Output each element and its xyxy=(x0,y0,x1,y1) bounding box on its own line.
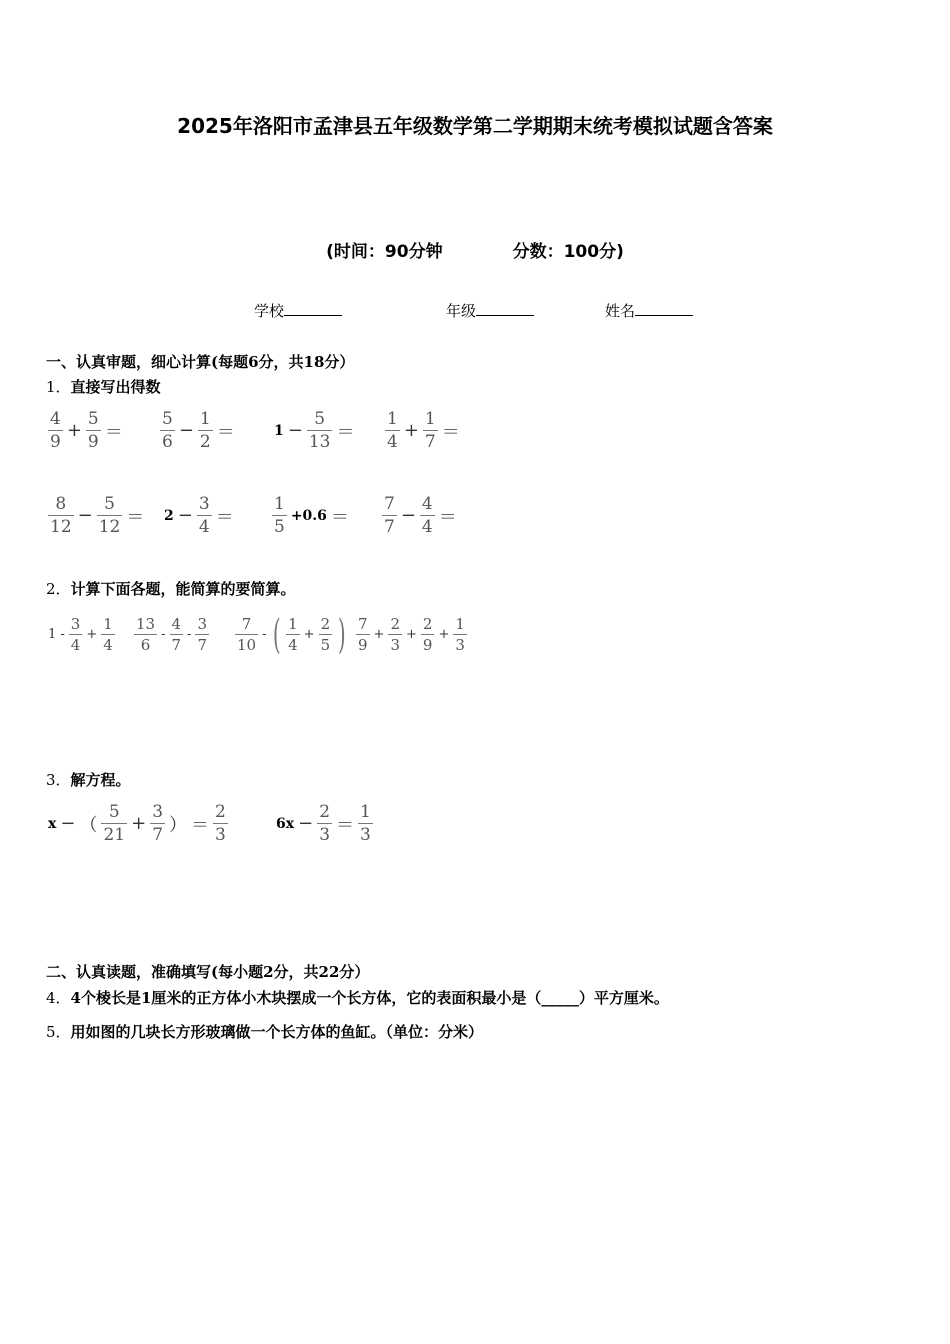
grade-field[interactable] xyxy=(446,300,534,321)
fraction: $\frac{4}{4}$ xyxy=(421,494,433,537)
expression-5: $\frac{8}{12}$ − $\frac{5}{12}$ ＝ xyxy=(50,494,145,537)
calc-expression-3: $\frac{7}{10}$ - ( $\frac{1}{4}$ + $\frac{2}{5}$ ) xyxy=(237,611,346,658)
expression-4: $\frac{1}{4}$ + $\frac{1}{7}$ ＝ xyxy=(387,409,460,452)
question-text: 4个棱长是1厘米的正方体小木块摆成一个长方体，它的表面积最小是（_____）平方厘米。 xyxy=(70,989,669,1007)
equation-1: x − （ $\frac{5}{21}$ + $\frac{3}{7}$ ） ＝ $\frac{2}{3}$ xyxy=(48,802,226,845)
question-number: 2． xyxy=(46,580,71,598)
fraction: $\frac{5}{21}$ xyxy=(103,802,126,845)
expression-7: $\frac{1}{5}$ +0.6 ＝ xyxy=(274,494,349,537)
question-number: 3． xyxy=(46,771,71,789)
fraction: $\frac{5}{12}$ xyxy=(98,494,121,537)
fraction: $\frac{7}{7}$ xyxy=(384,494,395,537)
question-text: 直接写出得数 xyxy=(70,378,161,396)
section2-heading: 二、认真读题，准确填写(每小题2分，共22分） xyxy=(46,963,370,981)
fraction: $\frac{2}{3}$ xyxy=(390,615,400,654)
fraction: $\frac{3}{7}$ xyxy=(152,802,164,845)
fraction: $\frac{2}{3}$ xyxy=(215,802,226,845)
fraction: $\frac{3}{4}$ xyxy=(198,494,210,537)
expression-2: $\frac{5}{6}$ − $\frac{1}{2}$ ＝ xyxy=(162,409,235,452)
question-number: 5． xyxy=(46,1023,71,1041)
expression-6: 2 − $\frac{3}{4}$ ＝ xyxy=(164,494,234,537)
section1-heading: 一、认真审题，细心计算(每题6分，共18分） xyxy=(46,353,355,371)
school-blank[interactable] xyxy=(284,301,342,316)
fraction: $\frac{1}{2}$ xyxy=(199,409,211,452)
fraction: $\frac{2}{5}$ xyxy=(320,615,331,654)
exam-time: (时间：90分钟 xyxy=(326,242,443,262)
question-text: 计算下面各题，能简算的要简算。 xyxy=(70,580,296,598)
question-text: 用如图的几块长方形玻璃做一个长方体的鱼缸。（单位：分米） xyxy=(70,1023,484,1041)
question-text: 解方程。 xyxy=(70,771,131,789)
expression-3: 1 − $\frac{5}{13}$ ＝ xyxy=(274,409,355,452)
grade-blank[interactable] xyxy=(476,301,534,316)
fraction: $\frac{1}{5}$ xyxy=(274,494,285,537)
fraction: $\frac{5}{9}$ xyxy=(87,409,99,452)
expression-1: $\frac{4}{9}$ + $\frac{5}{9}$ ＝ xyxy=(50,409,123,452)
name-field[interactable] xyxy=(605,300,693,321)
school-field[interactable] xyxy=(254,300,342,321)
fraction: $\frac{2}{3}$ xyxy=(319,802,331,845)
fraction: $\frac{1}{3}$ xyxy=(360,802,371,845)
fraction: $\frac{4}{9}$ xyxy=(50,409,61,452)
fraction: $\frac{13}{6}$ xyxy=(136,615,156,654)
fraction: $\frac{7}{10}$ xyxy=(237,615,257,654)
exam-score: 分数：100分) xyxy=(512,242,624,262)
fraction: $\frac{1}{3}$ xyxy=(455,615,465,654)
question-number: 1． xyxy=(46,378,71,396)
question-4 xyxy=(46,987,669,1008)
calc-expression-4: $\frac{7}{9}$ + $\frac{2}{3}$ + $\frac{2}{9}$ + $\frac{1}{3}$ xyxy=(358,615,465,654)
expression-8: $\frac{7}{7}$ − $\frac{4}{4}$ ＝ xyxy=(384,494,457,537)
equation-2: 6x − $\frac{2}{3}$ ＝ $\frac{1}{3}$ xyxy=(276,802,371,845)
question-5 xyxy=(46,1021,483,1042)
question-2 xyxy=(46,578,296,599)
question-3 xyxy=(46,769,131,790)
fraction: $\frac{1}{4}$ xyxy=(387,409,398,452)
fraction: $\frac{3}{7}$ xyxy=(197,615,207,654)
document-title: 2025年洛阳市孟津县五年级数学第二学期期末统考模拟试题含答案 xyxy=(177,114,773,138)
name-blank[interactable] xyxy=(635,301,693,316)
fraction: $\frac{1}{4}$ xyxy=(103,615,113,654)
calc-expression-1: 1 - $\frac{3}{4}$ + $\frac{1}{4}$ xyxy=(48,615,113,654)
question-number: 4． xyxy=(46,989,71,1007)
fraction: $\frac{1}{4}$ xyxy=(288,615,298,654)
fraction: $\frac{1}{7}$ xyxy=(424,409,436,452)
fraction: $\frac{2}{9}$ xyxy=(422,615,433,654)
grade-label: 年级 xyxy=(446,302,477,320)
question-1 xyxy=(46,376,161,397)
fraction: $\frac{5}{6}$ xyxy=(162,409,173,452)
calc-expression-2: $\frac{13}{6}$ - $\frac{4}{7}$ - $\frac{3}{7}$ xyxy=(136,615,207,654)
school-label: 学校 xyxy=(254,302,285,320)
fraction: $\frac{7}{9}$ xyxy=(358,615,368,654)
fraction: $\frac{4}{7}$ xyxy=(171,615,182,654)
fraction: $\frac{5}{13}$ xyxy=(308,409,331,452)
exam-info xyxy=(0,237,950,262)
fraction: $\frac{8}{12}$ xyxy=(50,494,72,537)
name-label: 姓名 xyxy=(605,302,636,320)
fraction: $\frac{3}{4}$ xyxy=(70,615,81,654)
